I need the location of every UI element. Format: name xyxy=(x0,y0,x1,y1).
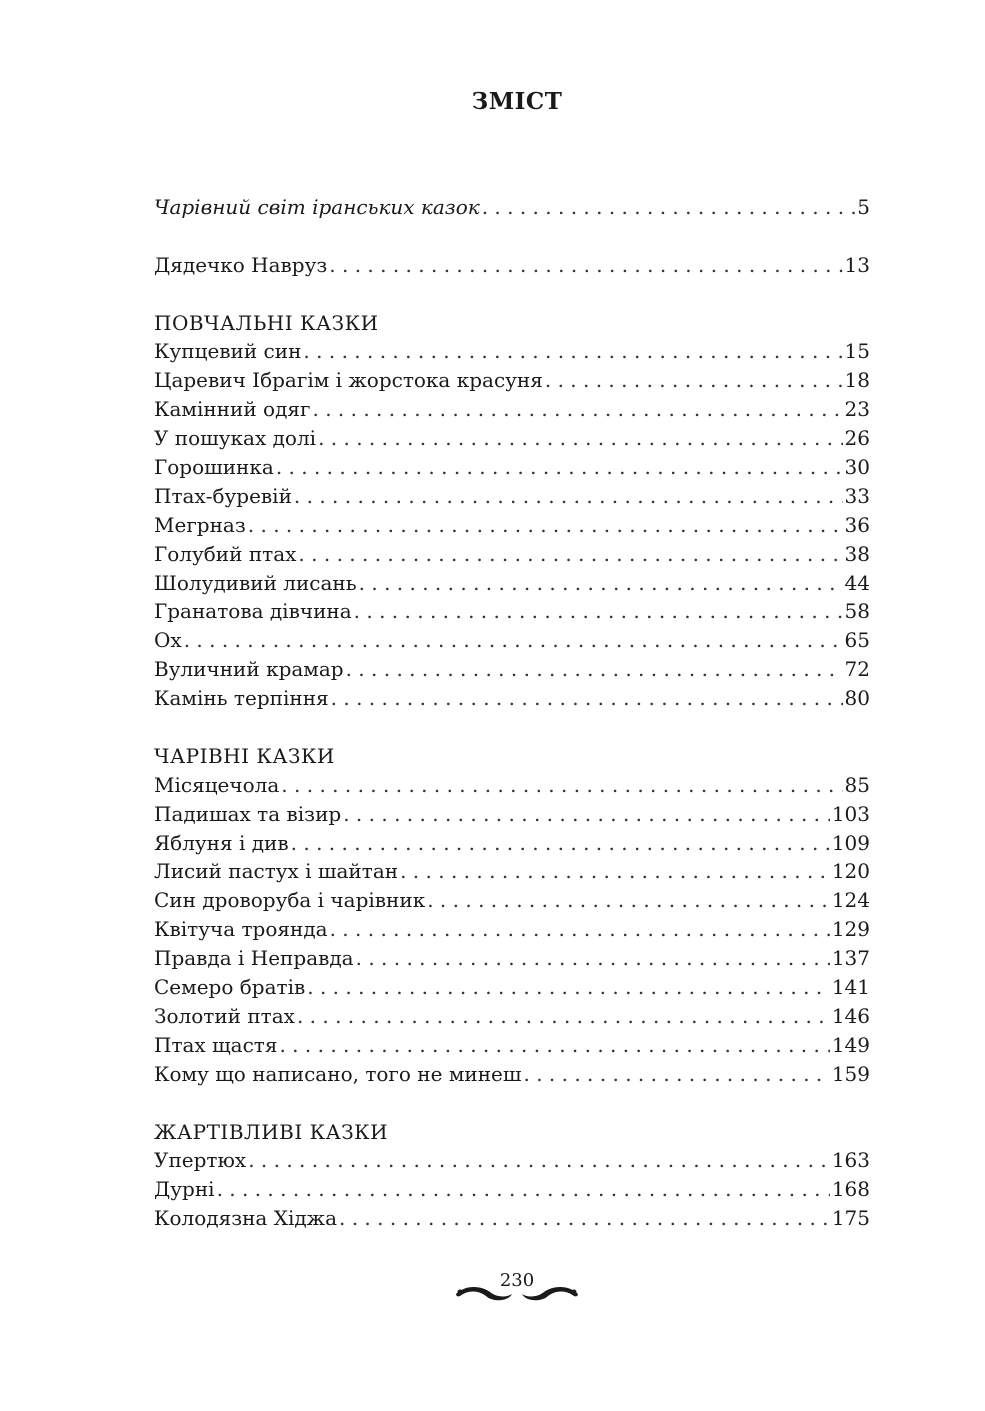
dot-leader xyxy=(359,569,843,598)
dot-leader xyxy=(318,424,842,453)
toc-entry-page: 13 xyxy=(844,252,870,277)
toc-entry-title: Купцевий син xyxy=(154,339,302,364)
toc-entry[interactable] xyxy=(154,1204,870,1233)
toc-entry-title: Вуличний крамар xyxy=(154,657,344,682)
toc-entry-page: 5 xyxy=(857,195,870,219)
toc-entry[interactable] xyxy=(154,1002,870,1031)
toc-entry[interactable] xyxy=(154,597,870,626)
toc-entry[interactable] xyxy=(154,684,870,713)
toc-entry[interactable] xyxy=(154,424,870,453)
toc-entry-title: Квітуча троянда xyxy=(154,917,328,942)
toc-entry[interactable] xyxy=(154,1060,870,1089)
dot-leader xyxy=(482,193,856,222)
dot-leader xyxy=(217,1175,830,1204)
toc-entry-title: Горошинка xyxy=(154,455,274,480)
toc-entry-title: Голубий птах xyxy=(154,541,297,566)
toc-entry[interactable] xyxy=(154,771,870,800)
toc-entry-page: 65 xyxy=(844,628,870,653)
toc-entry-page: 103 xyxy=(831,801,870,826)
toc-entry-title: Царевич Ібрагім і жорстока красуня xyxy=(154,368,543,393)
toc-entry-page: 72 xyxy=(844,657,870,682)
toc-entry-title: Дурні xyxy=(154,1177,215,1202)
toc-entry[interactable] xyxy=(154,1146,870,1175)
toc-entry-page: 33 xyxy=(844,483,870,508)
toc-entry-page: 124 xyxy=(831,888,870,913)
toc-entry[interactable] xyxy=(154,1031,870,1060)
dot-leader xyxy=(248,511,843,540)
page-title: ЗМІСТ xyxy=(471,88,563,115)
toc-entry-page: 159 xyxy=(831,1061,870,1086)
toc-entry-page: 109 xyxy=(831,830,870,855)
toc-entry-page: 85 xyxy=(844,772,870,797)
toc-entry-page: 26 xyxy=(844,426,870,451)
toc-entry-page: 36 xyxy=(844,512,870,537)
dot-leader xyxy=(307,973,830,1002)
page-number: 230 xyxy=(499,1270,535,1291)
dot-leader xyxy=(400,857,830,886)
toc-entry[interactable] xyxy=(154,453,870,482)
toc-entry-title: Колодязна Хіджа xyxy=(154,1206,337,1231)
toc-entry-page: 15 xyxy=(844,339,870,364)
toc-section xyxy=(154,742,870,1089)
toc-entry-title: У пошуках долі xyxy=(154,426,317,451)
toc-entry-page: 175 xyxy=(831,1206,870,1231)
toc-entry-page: 23 xyxy=(844,397,870,422)
dot-leader xyxy=(354,597,843,626)
toc-entry-title: Син дроворуба і чарівник xyxy=(154,888,426,913)
dot-leader xyxy=(294,482,843,511)
toc-entry[interactable] xyxy=(154,829,870,858)
toc-entry[interactable] xyxy=(154,569,870,598)
toc-entry[interactable] xyxy=(154,395,870,424)
toc-entry-title: Мегрназ xyxy=(154,512,246,537)
toc-entry[interactable] xyxy=(154,251,870,280)
toc-section xyxy=(154,1118,870,1234)
toc-entry-page: 58 xyxy=(844,599,870,624)
section-heading: ЧАРІВНІ КАЗКИ xyxy=(154,743,335,768)
dot-leader xyxy=(291,829,830,858)
dot-leader xyxy=(331,684,843,713)
toc-entry-page: 146 xyxy=(831,1003,870,1028)
toc-sections xyxy=(154,309,870,1234)
toc-entry[interactable] xyxy=(154,915,870,944)
toc-entry[interactable] xyxy=(154,655,870,684)
dot-leader xyxy=(329,251,842,280)
toc-entry-title: Кому що написано, того не минеш xyxy=(154,1061,522,1086)
dot-leader xyxy=(248,1146,830,1175)
toc-entry-page: 120 xyxy=(831,859,870,884)
toc-entry-title: Семеро братів xyxy=(154,975,306,1000)
toc-entry[interactable] xyxy=(154,944,870,973)
toc-entry-title: Місяцечола xyxy=(154,772,280,797)
dot-leader xyxy=(346,655,843,684)
toc-entry[interactable] xyxy=(154,1175,870,1204)
dot-leader xyxy=(279,1031,829,1060)
dot-leader xyxy=(312,395,842,424)
toc-entry-title: Золотий птах xyxy=(154,1003,295,1028)
toc-entry-title: Чарівний світ іранських казок xyxy=(154,195,480,219)
toc-entry[interactable] xyxy=(154,857,870,886)
toc-entry-title: Ох xyxy=(154,628,182,653)
toc-entry[interactable] xyxy=(154,800,870,829)
toc-entry-title: Птах-буревій xyxy=(154,483,292,508)
toc-entry-title: Правда і Неправда xyxy=(154,946,354,971)
toc-entry-page: 44 xyxy=(844,570,870,595)
dot-leader xyxy=(297,1002,830,1031)
toc-entry-page: 80 xyxy=(844,686,870,711)
dot-leader xyxy=(281,771,842,800)
toc-entry-page: 129 xyxy=(831,917,870,942)
toc-entry[interactable] xyxy=(154,193,870,222)
section-heading: ЖАРТІВЛИВІ КАЗКИ xyxy=(154,1119,389,1144)
table-of-contents xyxy=(154,193,870,1233)
toc-entry[interactable] xyxy=(154,540,870,569)
toc-entry[interactable] xyxy=(154,482,870,511)
toc-entry[interactable] xyxy=(154,886,870,915)
toc-entry-title: Птах щастя xyxy=(154,1032,278,1057)
page-footer xyxy=(452,1263,582,1305)
toc-section xyxy=(154,309,870,713)
dot-leader xyxy=(184,626,843,655)
toc-entry-page: 137 xyxy=(831,946,870,971)
dot-leader xyxy=(303,337,842,366)
dot-leader xyxy=(343,800,830,829)
toc-entry-page: 38 xyxy=(844,541,870,566)
toc-entry-page: 163 xyxy=(831,1148,870,1173)
toc-entry-title: Упертюх xyxy=(154,1148,247,1173)
toc-entry-title: Камінний одяг xyxy=(154,397,311,422)
toc-entry[interactable] xyxy=(154,626,870,655)
toc-entry-page: 141 xyxy=(831,975,870,1000)
dot-leader xyxy=(427,886,830,915)
toc-entry[interactable] xyxy=(154,366,870,395)
toc-entry-title: Шолудивий лисань xyxy=(154,570,357,595)
dot-leader xyxy=(523,1060,829,1089)
toc-entry-title: Лисий пастух і шайтан xyxy=(154,859,399,884)
toc-entry-page: 18 xyxy=(844,368,870,393)
toc-entry-page: 30 xyxy=(844,455,870,480)
toc-entry-page: 168 xyxy=(831,1177,870,1202)
dot-leader xyxy=(356,944,830,973)
toc-entry-title: Камінь терпіння xyxy=(154,686,329,711)
dot-leader xyxy=(298,540,842,569)
toc-entry[interactable] xyxy=(154,973,870,1002)
toc-entry-title: Падишах та візир xyxy=(154,801,342,826)
toc-entry-title: Яблуня і див xyxy=(154,830,289,855)
dot-leader xyxy=(330,915,830,944)
dot-leader xyxy=(339,1204,830,1233)
toc-entry[interactable] xyxy=(154,337,870,366)
section-heading: ПОВЧАЛЬНІ КАЗКИ xyxy=(154,310,379,335)
toc-entry-page: 149 xyxy=(831,1032,870,1057)
dot-leader xyxy=(276,453,843,482)
dot-leader xyxy=(545,366,843,395)
toc-entry-title: Дядечко Навруз xyxy=(154,252,328,277)
toc-entry[interactable] xyxy=(154,511,870,540)
toc-entry-title: Гранатова дівчина xyxy=(154,599,352,624)
